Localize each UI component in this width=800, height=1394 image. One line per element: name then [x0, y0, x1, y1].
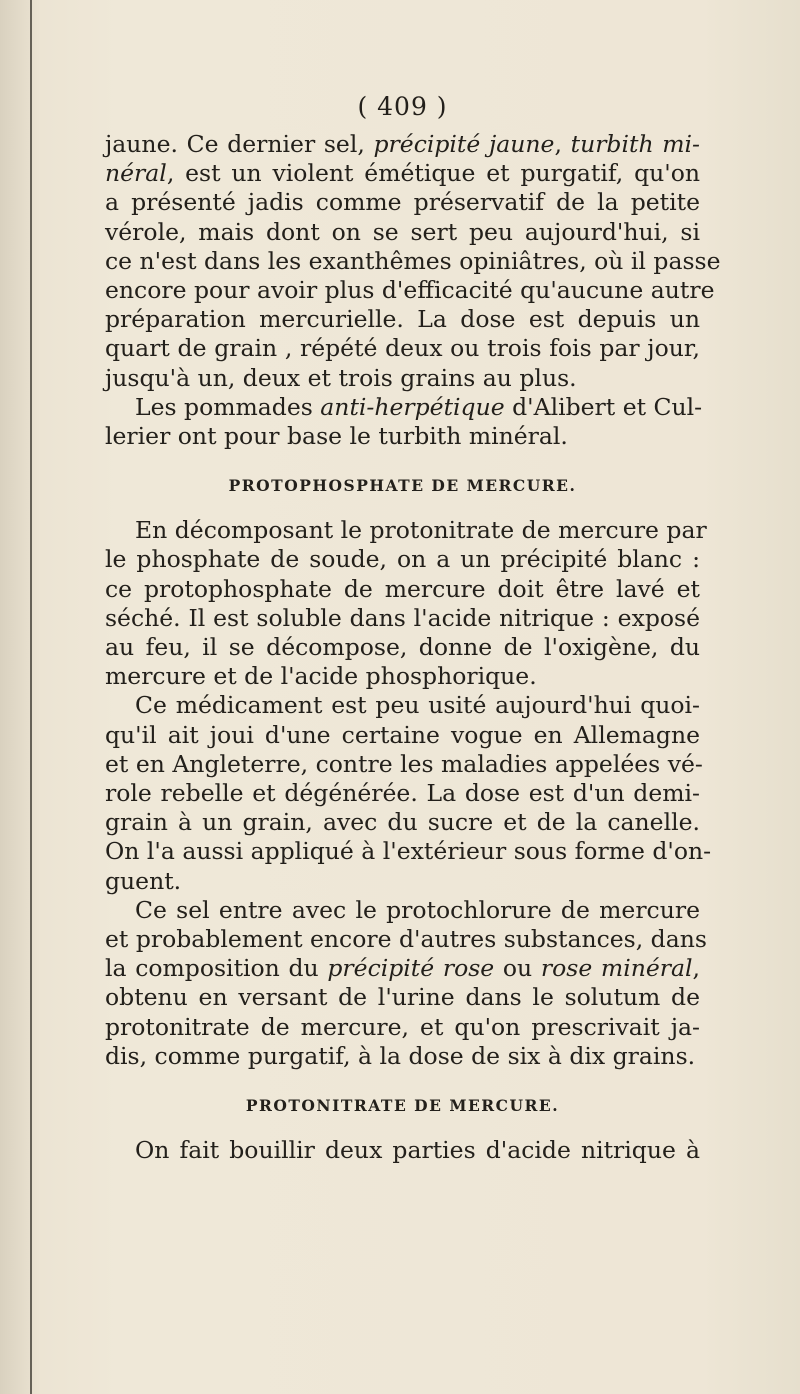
text-line: On fait bouillir deux parties d'acide nitrique à — [135, 1136, 700, 1165]
text-line: la composition du précipité rose ou rose minéral, — [105, 954, 701, 983]
paragraph-precipite-rose — [105, 895, 707, 1071]
text-line: lerier ont pour base le turbith minéral. — [105, 422, 568, 451]
paragraph-medicament — [105, 691, 712, 895]
text-line: guent. — [105, 866, 182, 895]
text-line: et probablement encore d'autres substances, dans — [105, 925, 707, 954]
text-line: au feu, il se décompose, donne de l'oxigène, du — [105, 633, 700, 662]
text-line: préparation mercurielle. La dose est depuis un — [105, 305, 700, 334]
text-line: grain à un grain, avec du sucre et de la canelle. — [105, 808, 700, 837]
text-line: et en Angleterre, contre les maladies appelées vé- — [105, 749, 703, 778]
text-line: quart de grain , répété deux ou trois fois par jour, — [105, 334, 700, 363]
section-heading-protophosphate: PROTOPHOSPHATE DE MERCURE. — [228, 476, 577, 496]
text-line: ce n'est dans les exanthêmes opiniâtres, où il passe — [105, 246, 721, 275]
paragraph-intro — [105, 130, 721, 393]
text-line: qu'il ait joui d'une certaine vogue en Allemagne — [105, 720, 700, 749]
text-line: séché. Il est soluble dans l'acide nitrique : exposé — [105, 603, 700, 632]
text-line: En décomposant le protonitrate de mercure par — [135, 516, 707, 545]
text-line: néral, est un violent émétique et purgatif, qu'on — [105, 159, 700, 188]
text-line: Ce sel entre avec le protochlorure de mercure — [135, 895, 700, 924]
text-line: vérole, mais dont on se sert peu aujourd'hui, si — [105, 217, 700, 246]
text-line: mercure et de l'acide phosphorique. — [105, 662, 537, 691]
text-line: encore pour avoir plus d'efficacité qu'aucune autre — [105, 276, 715, 305]
text-line: ce protophosphate de mercure doit être lavé et — [105, 574, 700, 603]
italic-term: néral — [105, 159, 167, 188]
italic-term: rose minéral — [540, 954, 693, 983]
binding-edge — [30, 0, 32, 1394]
page-text — [105, 92, 721, 1165]
section-heading-protonitrate: PROTONITRATE DE MERCURE. — [245, 1096, 560, 1116]
paragraph-protonitrate — [105, 1136, 700, 1165]
text-line: Les pommades anti-herpétique d'Alibert et Cul- — [135, 392, 703, 421]
text-line: le phosphate de soude, on a un précipité blanc : — [105, 545, 700, 574]
text-line: Ce médicament est peu usité aujourd'hui quoi- — [135, 691, 700, 720]
text-line: jusqu'à un, deux et trois grains au plus. — [105, 363, 577, 392]
page-number: ( 409 ) — [357, 92, 448, 121]
text-line: On l'a aussi appliqué à l'extérieur sous forme d'on- — [105, 837, 712, 866]
text-line: obtenu en versant de l'urine dans le solutum de — [105, 983, 700, 1012]
italic-term: précipité rose — [327, 954, 495, 983]
paragraph-pommades — [105, 392, 703, 451]
italic-term: anti-herpétique — [320, 392, 505, 421]
italic-term: précipité jaune — [373, 130, 555, 158]
text-line: a présenté jadis comme préservatif de la petite — [105, 188, 700, 217]
text-line: jaune. Ce dernier sel, précipité jaune, turbith mi- — [105, 130, 701, 158]
text-line: role rebelle et dégénérée. La dose est d'un demi- — [105, 779, 700, 808]
text-line: protonitrate de mercure, et qu'on prescrivait ja- — [105, 1012, 700, 1041]
paragraph-decomposition — [105, 516, 707, 691]
text-line: dis, comme purgatif, à la dose de six à dix grains. — [105, 1041, 696, 1070]
italic-term: turbith mi- — [570, 130, 701, 158]
